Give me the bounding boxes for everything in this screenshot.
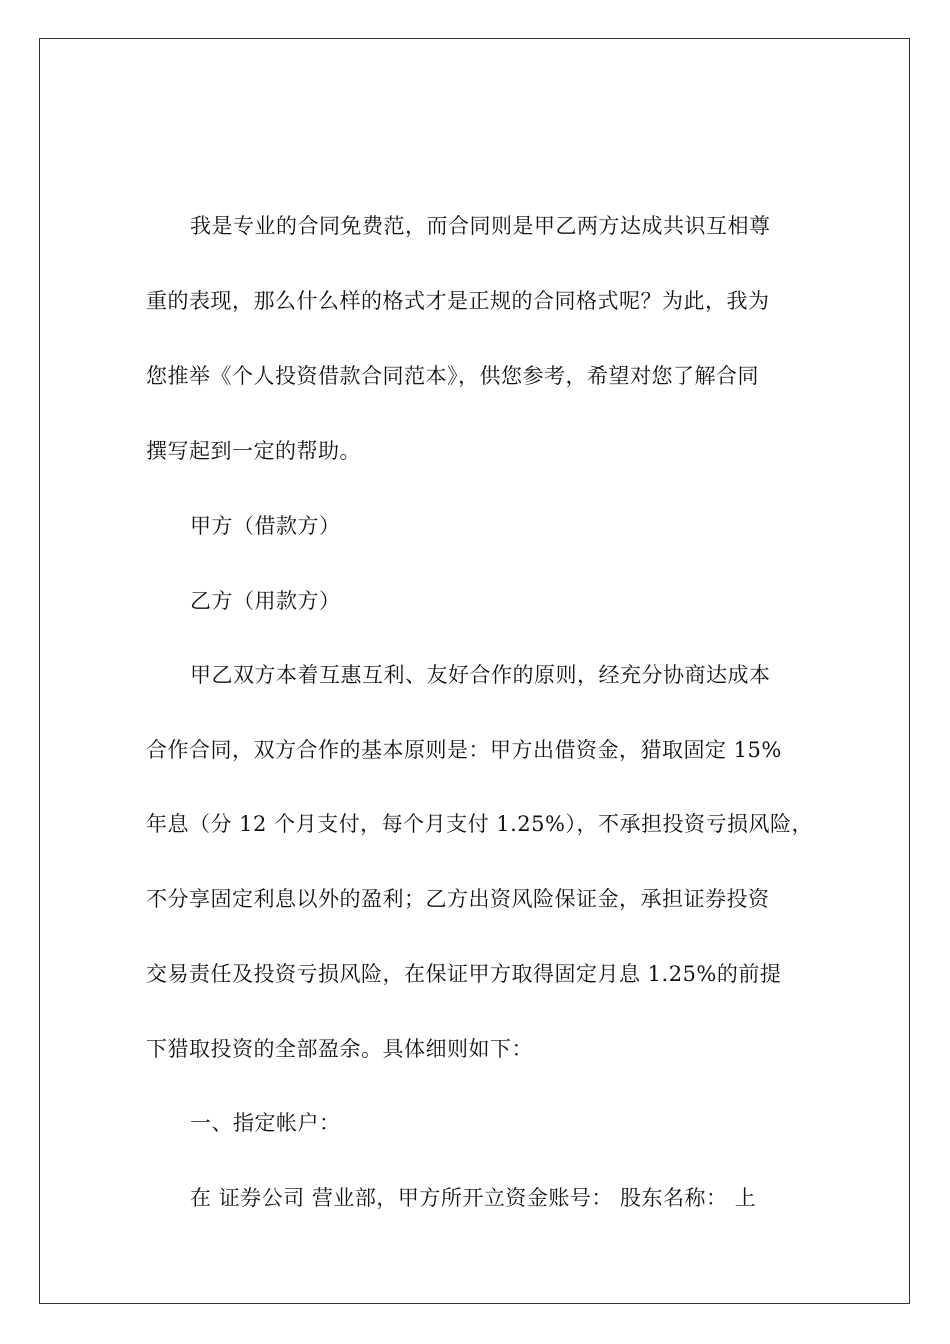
paragraph-line-10: 不分享固定利息以外的盈利；乙方出资风险保证金，承担证券投资 [146, 887, 770, 911]
paragraph-line-3: 您推举《个人投资借款合同范本》，供您参考，希望对您了解合同 [146, 364, 759, 388]
paragraph-line-11: 交易责任及投资亏损风险，在保证甲方取得固定月息 1.25%的前提 [146, 962, 782, 986]
party-b-line: 乙方（用款方） [190, 589, 341, 613]
paragraph-line-14: 在 证券公司 营业部，甲方所开立资金账号： 股东名称： 上 [190, 1186, 757, 1210]
paragraph-line-7: 甲乙双方本着互惠互利、友好合作的原则，经充分协商达成本 [190, 663, 771, 687]
section-heading-1: 一、指定帐户： [190, 1111, 341, 1135]
paragraph-line-2: 重的表现，那么什么样的格式才是正规的合同格式呢？为此，我为 [146, 289, 770, 313]
paragraph-line-1: 我是专业的合同免费范，而合同则是甲乙两方达成共识互相尊 [190, 214, 771, 238]
party-a-line: 甲方（借款方） [190, 514, 341, 538]
paragraph-line-4: 撰写起到一定的帮助。 [146, 439, 361, 463]
paragraph-line-9: 年息（分 12 个月支付，每个月支付 1.25%），不承担投资亏损风险， [146, 812, 813, 836]
paragraph-line-12: 下猎取投资的全部盈余。具体细则如下： [146, 1037, 533, 1061]
paragraph-line-8: 合作合同，双方合作的基本原则是：甲方出借资金，猎取固定 15% [146, 738, 782, 762]
